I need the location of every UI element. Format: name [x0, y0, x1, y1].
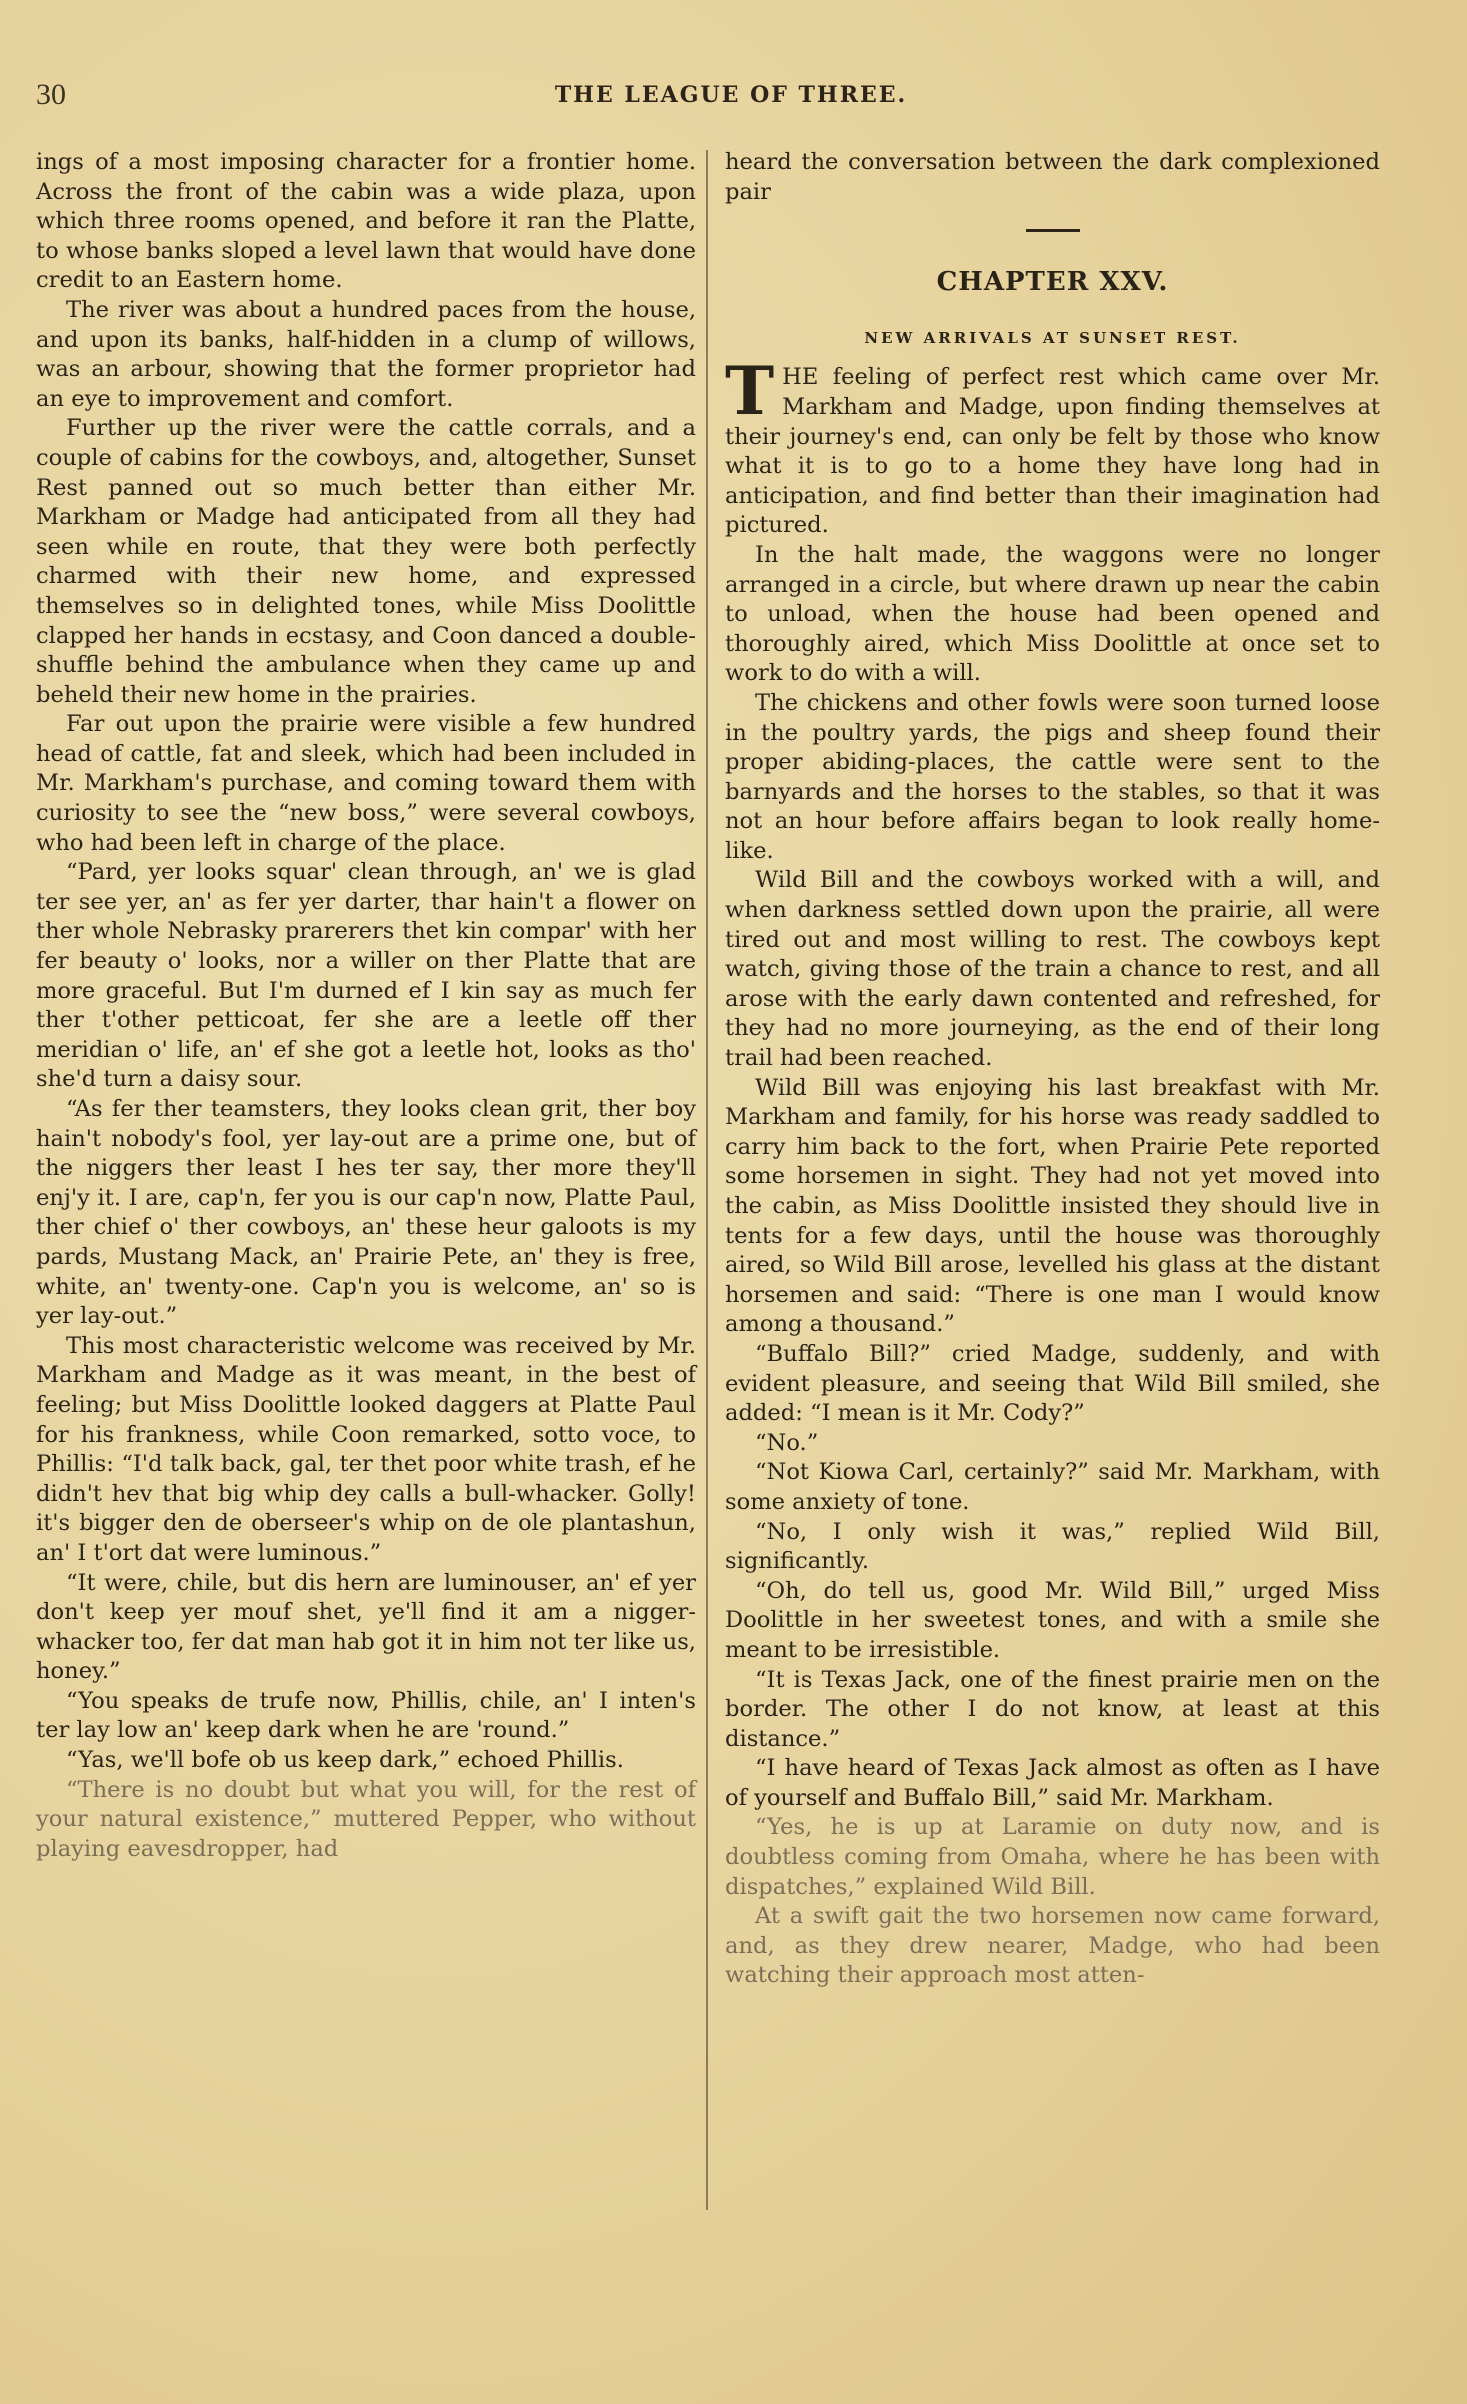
paragraph: “It is Texas Jack, one of the finest prairie men on the border. The other I do not know, at least at this distance.” — [725, 1666, 1380, 1752]
paragraph: Wild Bill and the cowboys worked with a will, and when darkness settled down upon the prairie, all were tired out and most willing to rest. The cowboys kept watch, giving those of the train a chance to rest, and all arose with the early dawn contented and refreshed, for they had no more journeying, as the end of their long trail had been reached. — [725, 867, 1380, 1072]
paragraph: ings of a most imposing character for a frontier home. Across the front of the cabin was a wide plaza, upon which three rooms opened, and before it ran the Platte, to whose banks sloped a level lawn that would have done credit to an Eastern home. — [36, 149, 696, 294]
paragraph: The river was about a hundred paces from the house, and upon its banks, half-hidden in a clump of willows, was an arbour, showing that the former proprietor had an eye to improvement and comfort. — [36, 296, 696, 412]
paragraph: “No.” — [755, 1429, 819, 1456]
paragraph: “No, I only wish it was,” replied Wild Bill, significantly. — [725, 1518, 1380, 1575]
paragraph: Further up the river were the cattle corrals, and a couple of cabins for the cowboys, and, altogether, Sunset Rest panned out so much better than either Mr. Markham or Madge had anticipated from all they had seen while en route, that they were both perfectly charmed with their new home, and expressed themselves so in delighted tones, while Miss Doolittle clapped her hands in ecstasy, and Coon danced a double-shuffle behind the ambulance when they came up and beheld their new home in the prairies. — [36, 415, 696, 708]
paragraph: “Pard, yer looks squar' clean through, an' we is glad ter see yer, an' as fer yer darter, thar hain't a flower on ther whole Nebrasky prarerers thet kin compar' with her fer beauty o' looks, nor a willer on ther Platte that are more graceful. But I'm durned ef I kin say as much fer ther t'other petticoat, fer she are a leetle off ther meridian o' life, an' ef she got a leetle hot, looks as tho' she'd turn a daisy sour. — [36, 859, 696, 1093]
left-column — [36, 148, 696, 1864]
page-header — [36, 78, 1426, 118]
paragraph: Wild Bill was enjoying his last breakfast with Mr. Markham and family, for his horse was ready saddled to carry him back to the fort, when Prairie Pete reported some horsemen in sight. They had not yet moved into the cabin, as Miss Doolittle insisted they should live in tents for a few days, until the house was thoroughly aired, so Wild Bill arose, levelled his glass at the distant horsemen and said: “There is one man I would know among a thousand.” — [725, 1074, 1380, 1338]
paragraph-continued: heard the conversation between the dark complexioned pair — [725, 149, 1380, 205]
column-divider — [706, 150, 708, 2210]
page-number: 30 — [36, 78, 66, 111]
paragraph: “Not Kiowa Carl, certainly?” said Mr. Markham, with some anxiety of tone. — [725, 1459, 1380, 1515]
paragraph: “Oh, do tell us, good Mr. Wild Bill,” urged Miss Doolittle in her sweetest tones, and with a smile she meant to be irresistible. — [725, 1577, 1380, 1663]
paragraph: At a swift gait the two horsemen now came forward, and, as they drew nearer, Madge, who had been watching their approach most atten- — [725, 1903, 1380, 1989]
paragraph: “As fer ther teamsters, they looks clean grit, ther boy hain't nobody's fool, yer lay-out are a prime one, but of the niggers ther least I hes ter say, ther more they'll enj'y it. I are, cap'n, fer you is our cap'n now, Platte Paul, ther chief o' ther cowboys, an' these heur galoots is my pards, Mustang Mack, an' Prairie Pete, an' they is free, white, an' twenty-one. Cap'n you is welcome, an' so is yer lay-out.” — [36, 1096, 696, 1330]
paragraph: “It were, chile, but dis hern are luminouser, an' ef yer don't keep yer mouf shet, ye'll find it am a nigger-whacker too, fer dat man hab got it in him not ter like us, honey.” — [36, 1569, 696, 1685]
paragraph: “You speaks de trufe now, Phillis, chile, an' I inten's ter lay low an' keep dark when he are 'round.” — [36, 1687, 696, 1744]
paragraph: “There is no doubt but what you will, for the rest of your natural existence,” muttered Pepper, who without playing eavesdropper, had — [36, 1776, 696, 1862]
chapter-subtitle: NEW ARRIVALS AT SUNSET REST. — [864, 328, 1241, 347]
running-title: THE LEAGUE OF THREE. — [554, 82, 908, 108]
paragraph: In the halt made, the waggons were no longer arranged in a circle, but where drawn up near the cabin to unload, when the house had been opened and thoroughly aired, which Miss Doolittle at once set to work to do with a will. — [725, 541, 1380, 687]
chapter-title: CHAPTER XXV. — [936, 267, 1169, 298]
paragraph: “Yas, we'll bofe ob us keep dark,” echoed Phillis. — [66, 1747, 624, 1774]
opening-paragraph-text: HE feeling of perfect rest which came over Mr. Markham and Madge, upon finding themselves at their journey's end, can only be felt by those who know what it is to go to a home they have long had in anticipation, and find better than their imagination had pictured. — [725, 364, 1380, 539]
chapter-opening-paragraph — [725, 352, 1380, 541]
paragraph: Far out upon the prairie were visible a few hundred head of cattle, fat and sleek, which had been included in Mr. Markham's purchase, and coming toward them with curiosity to see the “new boss,” were several cowboys, who had been left in charge of the place. — [36, 711, 696, 856]
drop-cap-letter: T — [725, 352, 775, 431]
paragraph: This most characteristic welcome was received by Mr. Markham and Madge as it was meant, in the best of feeling; but Miss Doolittle looked daggers at Platte Paul for his frankness, while Coon remarked, sotto voce, to Phillis: “I'd talk back, gal, ter thet poor white trash, ef he didn't hev that big whip dey calls a bull-whacker. Golly! it's bigger den de oberseer's whip on de ole plantashun, an' I t'ort dat were luminous.” — [36, 1332, 696, 1566]
paragraph: “Yes, he is up at Laramie on duty now, and is doubtless coming from Omaha, where he has been with dispatches,” explained Wild Bill. — [725, 1814, 1380, 1900]
section-rule — [1026, 229, 1080, 232]
paragraph: “Buffalo Bill?” cried Madge, suddenly, and with evident pleasure, and seeing that Wild Bill smiled, she added: “I mean is it Mr. Cody?” — [725, 1340, 1380, 1427]
paragraph: “I have heard of Texas Jack almost as often as I have of yourself and Buffalo Bill,” said Mr. Markham. — [725, 1755, 1380, 1811]
paragraph: The chickens and other fowls were soon turned loose in the poultry yards, the pigs and sheep found their proper abiding-places, the cattle were sent to the barnyards and the horses to the stables, so that it was not an hour before affairs began to look really home-like. — [725, 689, 1380, 864]
right-column — [725, 148, 1380, 1991]
